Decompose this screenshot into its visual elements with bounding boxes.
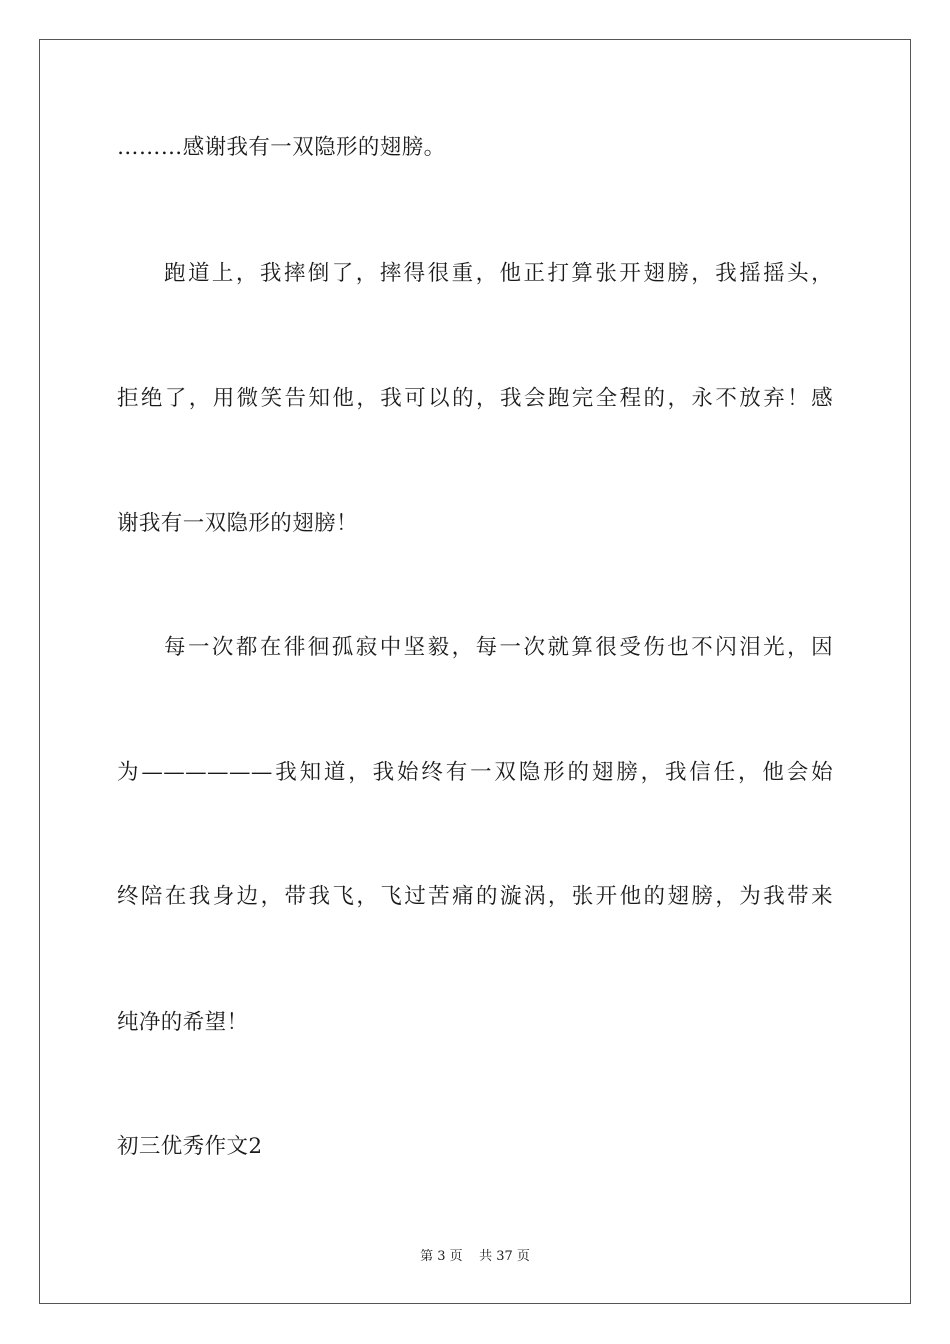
text-line-1: ………感谢我有一双隐形的翅膀。 xyxy=(117,135,446,160)
paragraph-1-line-2: 拒绝了，用微笑告知他，我可以的，我会跑完全程的，永不放弃！感 xyxy=(117,386,833,411)
paragraph-1-line-3: 谢我有一双隐形的翅膀！ xyxy=(117,511,358,536)
paragraph-2-line-2: 为——————我知道，我始终有一双隐形的翅膀，我信任，他会始 xyxy=(117,760,833,785)
page-number: 第 3 页 共 37 页 xyxy=(420,1249,530,1264)
section-title: 初三优秀作文2 xyxy=(117,1134,263,1159)
paragraph-1-line-1: 跑道上，我摔倒了，摔得很重，他正打算张开翅膀，我摇摇头， xyxy=(164,261,833,286)
paragraph-2-line-1: 每一次都在徘徊孤寂中坚毅，每一次就算很受伤也不闪泪光，因 xyxy=(164,635,833,660)
paragraph-2-line-3: 终陪在我身边，带我飞，飞过苦痛的漩涡，张开他的翅膀，为我带来 xyxy=(117,884,833,909)
page-border xyxy=(39,39,911,1304)
paragraph-2-line-4: 纯净的希望！ xyxy=(117,1010,249,1035)
